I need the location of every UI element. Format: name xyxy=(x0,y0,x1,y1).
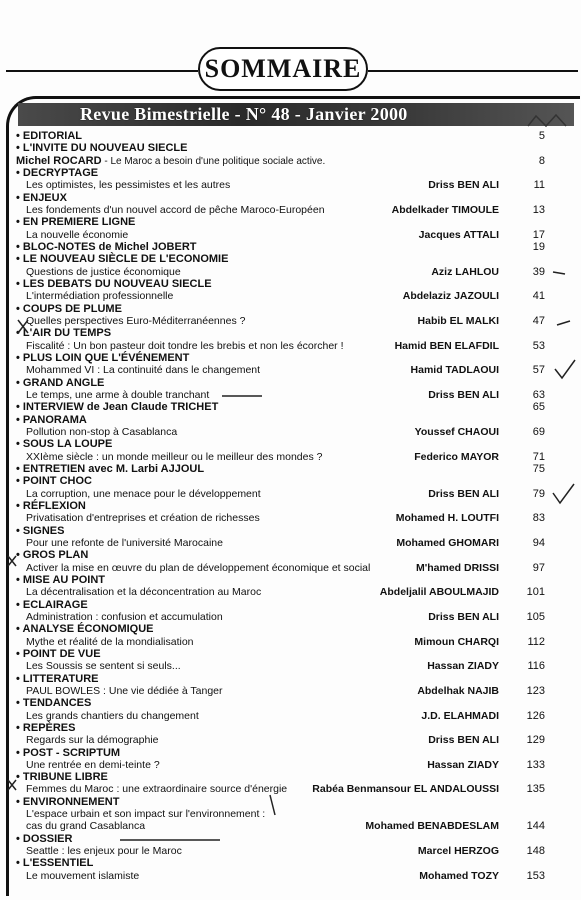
section-title: • DECRYPTAGE xyxy=(16,166,99,179)
article-author: Mohamed GHOMARI xyxy=(396,536,499,549)
section-title: • REPÈRES xyxy=(16,721,76,734)
page-number: 135 xyxy=(526,783,545,796)
article-author: Abdelhak NAJIB xyxy=(417,684,499,697)
article-author: Marcel HERZOG xyxy=(417,845,499,858)
article-title: PAUL BOWLES : Une vie dédiée à Tanger xyxy=(26,684,223,697)
section-title: • POINT DE VUE xyxy=(16,647,101,660)
article-author: Driss BEN ALI xyxy=(428,734,499,747)
page-number: 8 xyxy=(538,154,545,167)
page-number: 144 xyxy=(526,820,545,833)
article-author: Driss BEN ALI xyxy=(428,388,499,401)
section-title: • BLOC-NOTES de Michel JOBERT xyxy=(16,240,197,253)
section-title: • EN PREMIERE LIGNE xyxy=(16,216,136,229)
cross-mark-icon-3 xyxy=(8,780,16,790)
article-author: Rabéa Benmansour EL ANDALOUSSI xyxy=(312,783,499,796)
article-title: Mohammed VI : La continuité dans le changement xyxy=(26,364,261,377)
section-title: • GRAND ANGLE xyxy=(16,376,105,389)
article-author: J.D. ELAHMADI xyxy=(421,709,499,722)
section-title: • TRIBUNE LIBRE xyxy=(16,771,108,784)
article-title: Mythe et réalité de la mondialisation xyxy=(26,635,194,648)
cross-mark-icon-2 xyxy=(8,556,16,566)
article-title: La corruption, une menace pour le développement xyxy=(26,487,261,500)
article-title: XXIème siècle : un monde meilleur ou le meilleur des mondes ? xyxy=(26,450,323,463)
page-number: 47 xyxy=(532,314,545,327)
section-title: • GROS PLAN xyxy=(16,549,89,562)
article-title: Les optimistes, les pessimistes et les autres xyxy=(26,179,231,192)
section-title: • L'AIR DU TEMPS xyxy=(16,327,112,340)
page-number: 79 xyxy=(532,487,545,500)
section-title: • INTERVIEW de Jean Claude TRICHET xyxy=(16,401,219,414)
cross-mark-icon xyxy=(18,320,28,333)
section-title: • ENTRETIEN avec M. Larbi AJJOUL xyxy=(16,462,205,475)
check-mark-icon-2 xyxy=(553,484,574,503)
page-number: 94 xyxy=(532,536,545,549)
article-title: Administration : confusion et accumulation xyxy=(26,610,223,623)
article-title: Pollution non-stop à Casablanca xyxy=(26,425,178,438)
section-title: • SIGNES xyxy=(16,524,65,537)
section-title: • ENVIRONNEMENT xyxy=(16,795,120,808)
section-title: • LE NOUVEAU SIÈCLE DE L'ECONOMIE xyxy=(16,253,229,266)
section-title: • PLUS LOIN QUE L'ÉVÉNEMENT xyxy=(16,351,190,364)
tick-mark-icon-2 xyxy=(557,321,570,325)
article-author: Jacques ATTALI xyxy=(418,228,499,241)
page-number: 112 xyxy=(527,635,545,648)
article-title: Les fondements d'un nouvel accord de pêche Maroco-Européen xyxy=(26,203,325,216)
article-author: Hamid BEN ELAFDIL xyxy=(394,339,499,352)
article-author: Abdelaziz JAZOULI xyxy=(402,290,499,303)
page-number: 133 xyxy=(526,758,545,771)
article-author: Mohamed BENABDESLAM xyxy=(365,820,499,833)
article-title: Activer la mise en œuvre du plan de développement économique et social xyxy=(26,561,371,574)
section-title: • RÉFLEXION xyxy=(16,499,86,512)
article-title: cas du grand Casablanca xyxy=(26,820,146,833)
section-title: • ENJEUX xyxy=(16,191,67,204)
article-title: La décentralisation et la déconcentration au Maroc xyxy=(26,586,262,599)
section-title: • POINT CHOC xyxy=(16,475,92,488)
page-number: 123 xyxy=(526,684,545,697)
section-title: Michel ROCARD - Le Maroc a besoin d'une politique sociale active. xyxy=(16,154,326,167)
article-author: Aziz LAHLOU xyxy=(431,265,499,278)
section-title: • LITTERATURE xyxy=(16,672,99,685)
section-title: • POST - SCRIPTUM xyxy=(16,746,121,759)
section-title: • ECLAIRAGE xyxy=(16,598,88,611)
article-title: La nouvelle économie xyxy=(26,228,129,241)
article-author: M'hamed DRISSI xyxy=(415,561,499,574)
page-number: 17 xyxy=(532,228,545,241)
article-title: Le mouvement islamiste xyxy=(26,869,140,882)
section-title: • ANALYSE ÉCONOMIQUE xyxy=(16,623,154,636)
article-title: Seattle : les enjeux pour le Maroc xyxy=(26,845,182,858)
article-title: Privatisation d'entreprises et création de richesses xyxy=(26,512,260,525)
page-number: 41 xyxy=(532,290,545,303)
article-author: Hassan ZIADY xyxy=(427,758,499,771)
scribble-icon xyxy=(528,115,566,126)
page-number: 5 xyxy=(538,130,545,142)
section-title: • DOSSIER xyxy=(16,832,73,845)
article-title: Questions de justice économique xyxy=(26,265,181,278)
section-subtitle: - Le Maroc a besoin d'une politique sociale active. xyxy=(101,155,326,167)
article-author: Driss BEN ALI xyxy=(428,610,499,623)
issue-label: Revue Bimestrielle - N° 48 - Janvier 2000 xyxy=(80,104,408,124)
page-number: 11 xyxy=(533,179,545,192)
page-number: 83 xyxy=(532,512,545,525)
article-title: L'intermédiation professionnelle xyxy=(26,290,174,303)
page-number: 129 xyxy=(526,734,545,747)
page-number: 116 xyxy=(527,660,545,673)
page-number: 13 xyxy=(532,203,545,216)
page-number: 65 xyxy=(532,401,545,414)
article-title: L'espace urbain et son impact sur l'environnement : xyxy=(26,808,266,821)
article-title: Le temps, une arme à double tranchant xyxy=(26,388,210,401)
article-author: Mimoun CHARQI xyxy=(414,635,499,648)
section-title: • LES DEBATS DU NOUVEAU SIECLE xyxy=(16,277,212,290)
article-title: Une rentrée en demi-teinte ? xyxy=(26,758,160,771)
page-number: 101 xyxy=(526,586,545,599)
section-title: • COUPS DE PLUME xyxy=(16,302,122,315)
article-title: Les grands chantiers du changement xyxy=(26,709,199,722)
page-number: 19 xyxy=(532,240,545,253)
page-number: 57 xyxy=(532,364,545,377)
page-number: 53 xyxy=(532,339,545,352)
page-number: 148 xyxy=(526,845,545,858)
page-number: 69 xyxy=(532,425,545,438)
article-author: Abdelkader TIMOULE xyxy=(391,203,499,216)
page-number: 63 xyxy=(532,388,545,401)
check-mark-icon xyxy=(555,360,575,378)
page-number: 97 xyxy=(532,561,545,574)
article-author: Hamid TADLAOUI xyxy=(410,364,499,377)
section-title: • PANORAMA xyxy=(16,413,87,426)
article-title: Femmes du Maroc : une extraordinaire source d'énergie xyxy=(26,783,288,796)
page-number: 39 xyxy=(532,265,545,278)
section-title: • MISE AU POINT xyxy=(16,573,106,586)
article-author: Hassan ZIADY xyxy=(427,660,499,673)
article-author: Driss BEN ALI xyxy=(428,179,499,192)
article-author: Abdeljalil ABOULMAJID xyxy=(379,586,499,599)
section-title: • L'INVITE DU NOUVEAU SIECLE xyxy=(16,142,188,155)
page-number: 105 xyxy=(526,610,545,623)
page-number: 126 xyxy=(526,709,545,722)
article-author: Federico MAYOR xyxy=(414,450,499,463)
article-title: Les Soussis se sentent si seuls... xyxy=(26,660,181,673)
tick-mark-icon xyxy=(553,272,565,274)
article-title: Fiscalité : Un bon pasteur doit tondre les brebis et non les écorcher ! xyxy=(26,339,344,352)
article-title: Quelles perspectives Euro-Méditerranéennes ? xyxy=(26,314,246,327)
article-author: Youssef CHAOUI xyxy=(414,425,499,438)
article-author: Mohamed TOZY xyxy=(419,869,499,882)
article-title: Regards sur la démographie xyxy=(26,734,159,747)
pen-stroke-icon-2 xyxy=(270,795,275,815)
article-title: Pour une refonte de l'université Marocaine xyxy=(26,536,223,549)
article-author: Habib EL MALKI xyxy=(417,314,499,327)
section-title: • TENDANCES xyxy=(16,697,92,710)
page-number: 153 xyxy=(526,869,545,882)
page-title: SOMMAIRE xyxy=(204,54,362,83)
section-title: • SOUS LA LOUPE xyxy=(16,438,113,451)
article-author: Mohamed H. LOUTFI xyxy=(395,512,499,525)
section-title: • EDITORIAL xyxy=(16,130,82,142)
page-number: 75 xyxy=(532,462,545,475)
article-author: Driss BEN ALI xyxy=(428,487,499,500)
section-title: • L'ESSENTIEL xyxy=(16,857,94,870)
page-number: 71 xyxy=(532,450,545,463)
